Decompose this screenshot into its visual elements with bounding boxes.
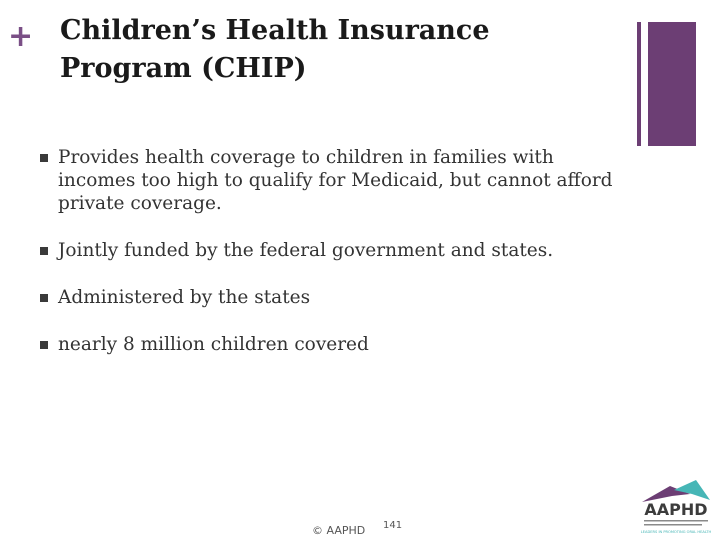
- logo-tagline: LEADERS IN PROMOTING ORAL HEALTH: [640, 530, 712, 534]
- bullet-square-icon: [40, 247, 48, 255]
- logo-teal-swoosh: [674, 480, 710, 500]
- bullet-text: Provides health coverage to children in families with incomes too high to qualify for Medicaid, but cannot afford private coverage.: [58, 147, 613, 214]
- aaphd-logo: [636, 470, 716, 540]
- plus-icon: +: [8, 19, 34, 54]
- slide-title: [60, 12, 620, 88]
- logo-wordmark: AAPHD: [644, 500, 708, 519]
- title-line-2: Program (CHIP): [60, 53, 307, 84]
- bullet-item: [36, 333, 626, 356]
- footer-copyright: © AAPHD: [312, 524, 366, 537]
- bullet-square-icon: [40, 154, 48, 162]
- page-number: 141: [383, 520, 403, 531]
- bullet-item: [36, 286, 626, 309]
- bullet-item: [36, 146, 626, 215]
- title-line-1: Children’s Health Insurance: [60, 15, 490, 46]
- bullet-square-icon: [40, 294, 48, 302]
- bullet-item: [36, 239, 626, 262]
- bullet-text: nearly 8 million children covered: [58, 334, 369, 355]
- bullet-text: Jointly funded by the federal government and states.: [58, 240, 554, 261]
- accent-bar-thick: [648, 22, 696, 146]
- bullet-list: [36, 146, 626, 380]
- bullet-text: Administered by the states: [58, 287, 311, 308]
- accent-bar-thin: [637, 22, 641, 146]
- bullet-square-icon: [40, 341, 48, 349]
